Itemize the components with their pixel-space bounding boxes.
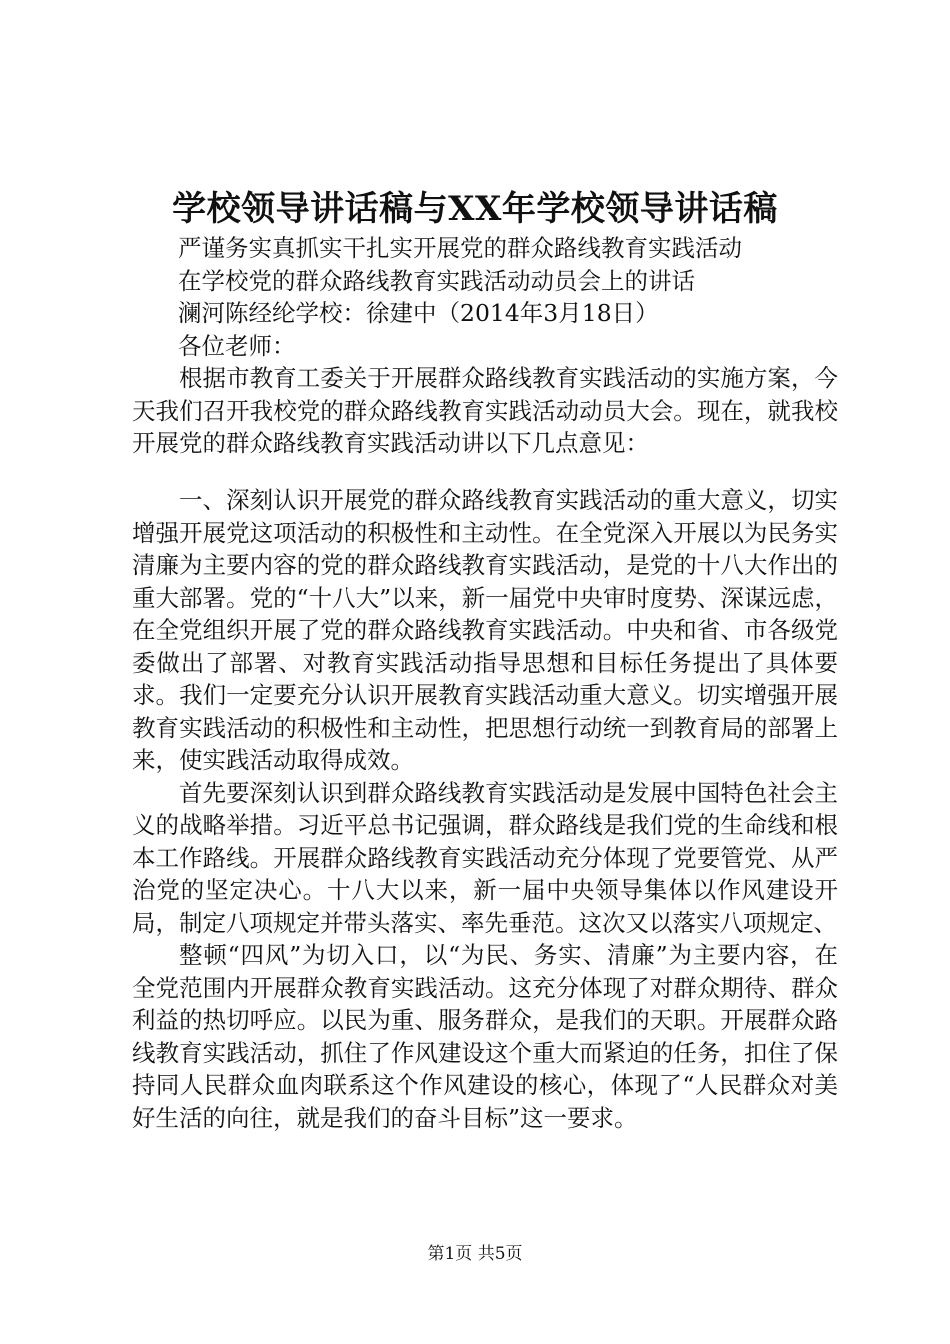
body-paragraph-2: 首先要深刻认识到群众路线教育实践活动是发展中国特色社会主义的战略举措。习近平总书记强调，群众路线是我们党的生命线和根本工作路线。开展群众路线教育实践活动充分体现了党要管党、从严治党的坚定决心。十八大以来，新一届中央领导集体以作风建设开局，制定八项规定并带头落实、率先垂范。这次又以落实八项规定、 — [132, 778, 838, 937]
salutation: 各位老师： — [178, 331, 296, 360]
intro-section — [132, 362, 838, 460]
subtitle-line-2: 在学校党的群众路线教育实践活动动员会上的讲话 — [178, 266, 695, 295]
intro-paragraph: 根据市教育工委关于开展群众路线教育实践活动的实施方案，今天我们召开我校党的群众路线教育实践活动动员大会。现在，就我校开展党的群众路线教育实践活动讲以下几点意见： — [132, 364, 838, 457]
document-header-block — [178, 232, 878, 362]
subtitle-line-1: 严谨务实真抓实干扎实开展党的群众路线教育实践活动 — [178, 234, 742, 262]
body-paragraph-1: 一、深刻认识开展党的群众路线教育实践活动的重大意义，切实增强开展党这项活动的积极性和主动性。在全党深入开展以为民务实清廉为主要内容的党的群众路线教育实践活动，是党的十八大作出的重大部署。党的“十八大”以来，新一届党中央审时度势、深谋远虑，在全党组织开展了党的群众路线教育实践活动。中央和省、市各级党委做出了部署、对教育实践活动指导思想和目标任务提出了具体要求。我们一定要充分认识开展教育实践活动重大意义。切实增强开展教育实践活动的积极性和主动性，把思想行动统一到教育局的部署上来，使实践活动取得成效。 — [132, 486, 838, 774]
document-title: 学校领导讲话稿与XX年学校领导讲话稿 — [172, 189, 778, 229]
body-section — [132, 484, 838, 1134]
page-footer: 第1页 共5页 — [427, 1244, 523, 1264]
body-paragraph-3: 整顿“四风”为切入口，以“为民、务实、清廉”为主要内容，在全党范围内开展群众教育实践活动。这充分体现了对群众期待、群众利益的热切呼应。以民为重、服务群众，是我们的天职。开展群众路线教育实践活动，抓住了作风建设这个重大而紧迫的任务，扣住了保持同人民群众血肉联系这个作风建设的核心，体现了“人民群众对美好生活的向往，就是我们的奋斗目标”这一要求。 — [132, 941, 838, 1132]
author-line: 澜河陈经纶学校：徐建中（2014年3月18日） — [178, 299, 659, 327]
